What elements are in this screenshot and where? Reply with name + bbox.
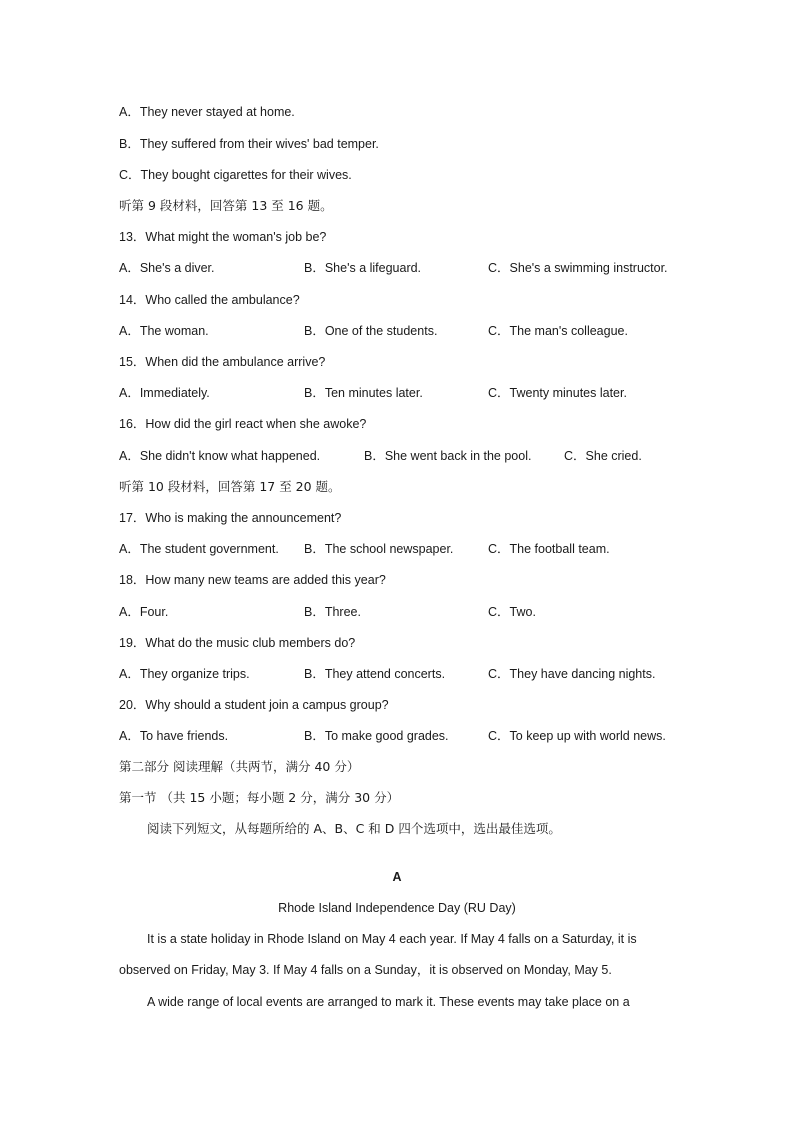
q20-option-c: C．To keep up with world news.: [488, 729, 666, 743]
q20-option-b: B．To make good grades.: [304, 729, 449, 743]
q16-option-b: B．She went back in the pool.: [364, 449, 532, 463]
q13-option-a: A．She's a diver.: [119, 261, 215, 275]
q20-option-a: A．To have friends.: [119, 729, 229, 743]
q19-question: 19．What do the music club members do?: [119, 636, 356, 650]
q14-option-c: C．The man's colleague.: [488, 324, 628, 338]
passage-line: observed on Friday, May 3. If May 4 falls on a Sunday，it is observed on Monday, May 5.: [119, 963, 612, 977]
q15-option-b: B．Ten minutes later.: [304, 386, 423, 400]
q18-question: 18．How many new teams are added this year?: [119, 573, 386, 587]
q17-option-c: C．The football team.: [488, 542, 610, 556]
q12-option-c: C．They bought cigarettes for their wives.: [119, 168, 352, 182]
q16-option-a: A．She didn't know what happened.: [119, 449, 321, 463]
q16-option-c: C．She cried.: [564, 449, 642, 463]
part2-heading: 第二部分 阅读理解（共两节，满分 40 分）: [119, 759, 360, 774]
q15-option-a: A．Immediately.: [119, 386, 210, 400]
q14-question: 14．Who called the ambulance?: [119, 293, 300, 307]
q13-option-c: C．She's a swimming instructor.: [488, 261, 668, 275]
q17-option-b: B．The school newspaper.: [304, 542, 454, 556]
q20-question: 20．Why should a student join a campus group?: [119, 698, 389, 712]
q17-question: 17．Who is making the announcement?: [119, 511, 342, 525]
section10-intro: 听第 10 段材料，回答第 17 至 20 题。: [119, 479, 341, 494]
q12-option-b: B．They suffered from their wives' bad temper.: [119, 137, 379, 151]
section1-heading: 第一节 （共 15 小题；每小题 2 分，满分 30 分）: [119, 790, 400, 805]
q19-option-b: B．They attend concerts.: [304, 667, 446, 681]
q13-option-b: B．She's a lifeguard.: [304, 261, 422, 275]
q13-question: 13．What might the woman's job be?: [119, 230, 327, 244]
passage-letter: A: [392, 870, 402, 884]
section9-intro: 听第 9 段材料，回答第 13 至 16 题。: [119, 198, 333, 213]
q15-option-c: C．Twenty minutes later.: [488, 386, 627, 400]
passage-line: A wide range of local events are arranged to mark it. These events may take place on a: [147, 995, 630, 1009]
q15-question: 15．When did the ambulance arrive?: [119, 355, 326, 369]
q14-option-b: B．One of the students.: [304, 324, 438, 338]
q14-option-a: A．The woman.: [119, 324, 209, 338]
q18-option-b: B．Three.: [304, 605, 361, 619]
passage-line: It is a state holiday in Rhode Island on May 4 each year. If May 4 falls on a Saturday, it is: [147, 932, 637, 946]
q19-option-c: C．They have dancing nights.: [488, 667, 656, 681]
q18-option-a: A．Four.: [119, 605, 169, 619]
q18-option-c: C．Two.: [488, 605, 536, 619]
q12-option-a: A．They never stayed at home.: [119, 105, 295, 119]
q19-option-a: A．They organize trips.: [119, 667, 250, 681]
passage-title: Rhode Island Independence Day (RU Day): [278, 901, 516, 915]
q17-option-a: A．The student government.: [119, 542, 279, 556]
reading-instructions: 阅读下列短文，从每题所给的 A、B、C 和 D 四个选项中，选出最佳选项。: [147, 821, 561, 836]
q16-question: 16．How did the girl react when she awoke?: [119, 417, 367, 431]
